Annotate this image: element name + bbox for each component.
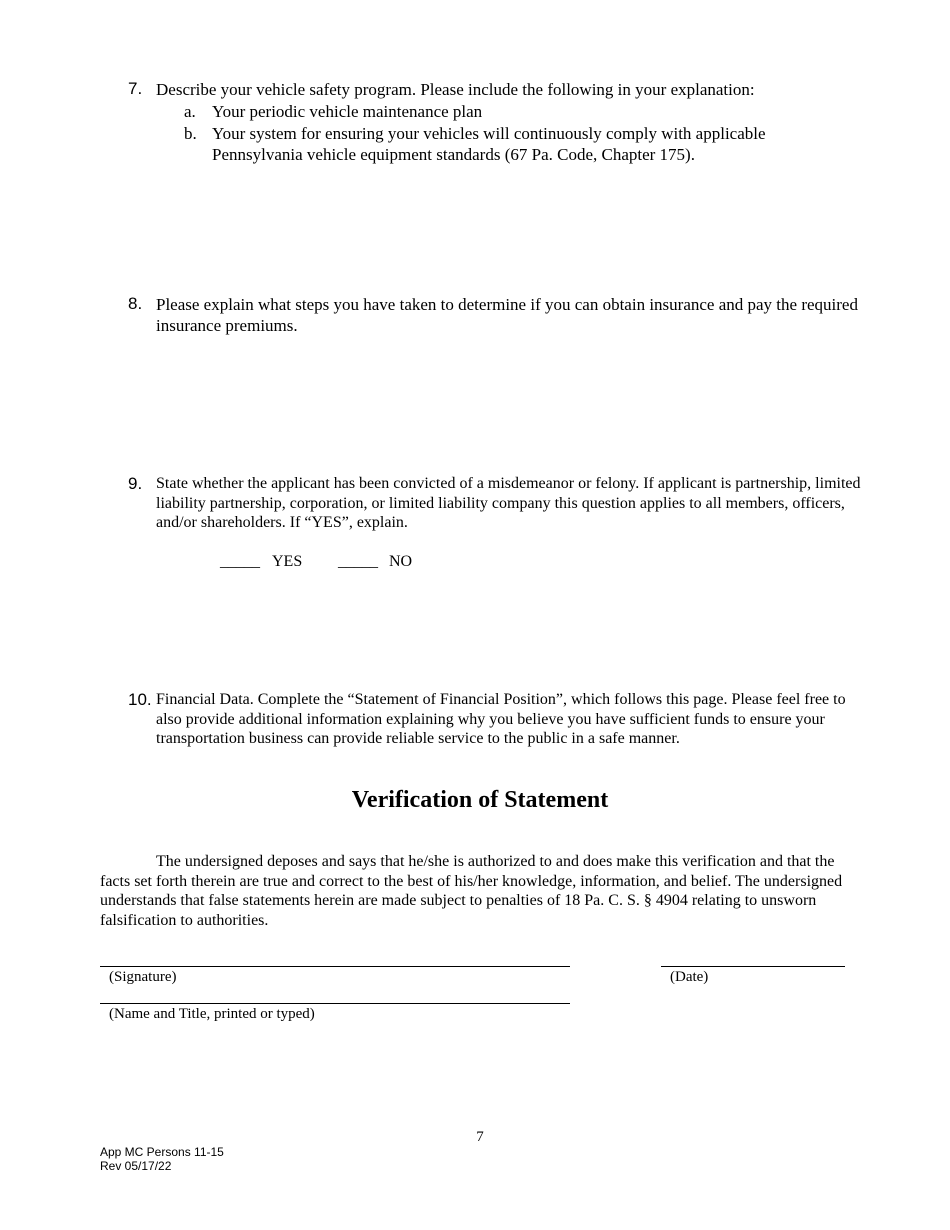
- q7-text: Describe your vehicle safety program. Please include the following in your explanation:: [156, 80, 755, 99]
- q10-number: 10.: [128, 690, 152, 709]
- q8-text: Please explain what steps you have taken to determine if you can obtain insurance and pay the required insurance premiums.: [156, 295, 858, 335]
- q7-item-b-text: Your system for ensuring your vehicles will continuously comply with applicable Pennsylvania vehicle equipment standards (67 Pa. Code, Chapter 175).: [212, 124, 766, 164]
- date-label: (Date): [670, 969, 709, 985]
- q9-no-blank[interactable]: _____: [338, 553, 378, 570]
- q9-yes-blank[interactable]: _____: [220, 553, 260, 570]
- q9-text: State whether the applicant has been convicted of a misdemeanor or felony. If applicant is partnership, limited liability partnership, corporation, or limited liability company this question applies to all members, officers, and/or shareholders. If “YES”, explain.: [156, 475, 861, 531]
- verification-body: The undersigned deposes and says that he/she is authorized to and does make this verification and that the facts set forth therein are true and correct to the best of his/her knowledge, information, and belief. The undersigned understands that false statements herein are made subject to penalties of 18 Pa. C. S. § 4904 relating to unsworn falsification to authorities.: [100, 853, 843, 929]
- signature-label: (Signature): [109, 969, 177, 985]
- q7-item-b-marker: b.: [184, 124, 197, 143]
- q10-text: Financial Data. Complete the “Statement of Financial Position”, which follows this page. Please feel free to also provide additional information explaining why you believe you have sufficient funds to ensure your transportation business can provide reliable service to the public in a safe manner.: [156, 691, 846, 747]
- date-line[interactable]: [661, 966, 845, 967]
- q7-number: 7.: [128, 79, 143, 98]
- q9-number: 9.: [128, 474, 143, 493]
- footer-revision: Rev 05/17/22: [100, 1159, 172, 1173]
- q7-item-a-marker: a.: [184, 102, 196, 121]
- name-title-label: (Name and Title, printed or typed): [109, 1006, 315, 1022]
- q7-item-a-text: Your periodic vehicle maintenance plan: [212, 102, 483, 121]
- q9-no-label: NO: [389, 553, 413, 570]
- name-title-line[interactable]: [100, 1003, 570, 1004]
- q8-number: 8.: [128, 294, 143, 313]
- signature-line[interactable]: [100, 966, 570, 967]
- q9-yes-label: YES: [272, 553, 303, 570]
- page-number: 7: [476, 1129, 484, 1145]
- verification-title: Verification of Statement: [351, 787, 609, 813]
- footer-form-id: App MC Persons 11-15: [100, 1145, 224, 1159]
